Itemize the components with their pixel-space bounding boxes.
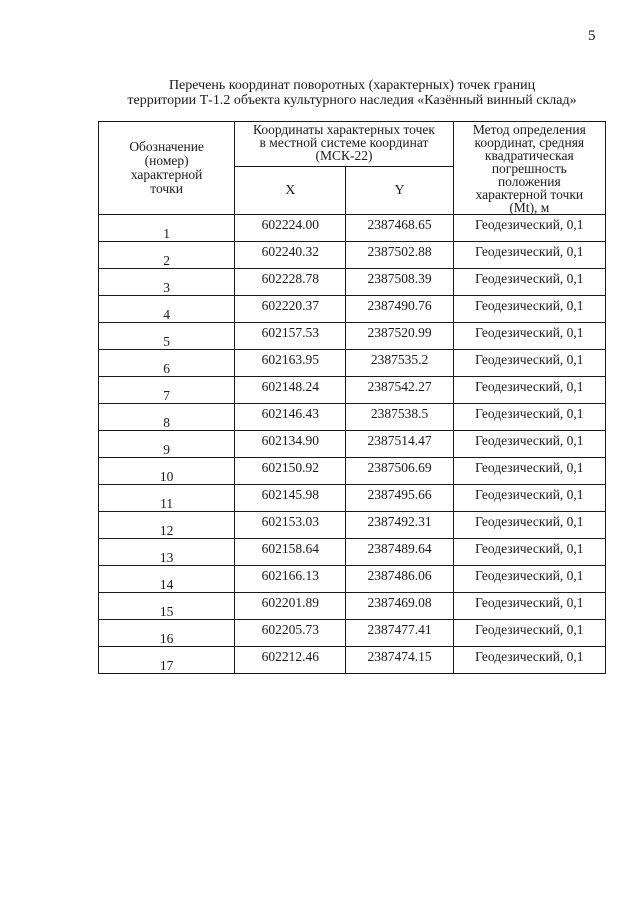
table-row (99, 458, 606, 485)
header-coordinates-line: (МСК-22) (315, 148, 373, 163)
title-line-1: Перечень координат поворотных (характерных) точек границ (168, 78, 536, 93)
x-coordinate-cell: 602146.43 (235, 404, 346, 431)
method-cell: Геодезический, 0,1 (453, 593, 605, 620)
x-coordinate-cell: 602228.78 (235, 269, 346, 296)
table-row (99, 431, 606, 458)
x-coordinate-cell: 602220.37 (235, 296, 346, 323)
table-row (99, 512, 606, 539)
y-coordinate-cell: 2387489.64 (346, 539, 453, 566)
y-coordinate-cell: 2387520.99 (346, 323, 453, 350)
method-cell: Геодезический, 0,1 (453, 566, 605, 593)
header-method-line: квадратическая (484, 148, 574, 163)
table-row (99, 485, 606, 512)
method-cell: Геодезический, 0,1 (453, 242, 605, 269)
table-row (99, 242, 606, 269)
method-cell: Геодезический, 0,1 (453, 512, 605, 539)
header-row (99, 122, 606, 167)
point-number-cell: 10 (99, 458, 235, 485)
method-cell: Геодезический, 0,1 (453, 404, 605, 431)
method-cell: Геодезический, 0,1 (453, 323, 605, 350)
x-coordinate-cell: 602224.00 (235, 215, 346, 242)
x-coordinate-cell: 602158.64 (235, 539, 346, 566)
method-cell: Геодезический, 0,1 (453, 269, 605, 296)
method-cell: Геодезический, 0,1 (453, 377, 605, 404)
y-coordinate-cell: 2387506.69 (346, 458, 453, 485)
x-coordinate-cell: 602145.98 (235, 485, 346, 512)
x-coordinate-cell: 602153.03 (235, 512, 346, 539)
x-coordinate-cell: 602163.95 (235, 350, 346, 377)
header-method-line: (Mt), м (509, 200, 550, 215)
table-row (99, 269, 606, 296)
point-number-cell: 3 (99, 269, 235, 296)
y-coordinate-cell: 2387469.08 (346, 593, 453, 620)
point-number-cell: 1 (99, 215, 235, 242)
y-coordinate-cell: 2387490.76 (346, 296, 453, 323)
header-designation-line: (номер) (144, 153, 189, 168)
method-cell: Геодезический, 0,1 (453, 647, 605, 674)
x-coordinate-cell: 602148.24 (235, 377, 346, 404)
header-method (453, 122, 605, 215)
point-number-cell: 7 (99, 377, 235, 404)
method-cell: Геодезический, 0,1 (453, 215, 605, 242)
y-coordinate-cell: 2387502.88 (346, 242, 453, 269)
header-x: X (235, 167, 346, 215)
header-coordinates-line: Координаты характерных точек (253, 122, 435, 137)
point-number-cell: 15 (99, 593, 235, 620)
method-cell: Геодезический, 0,1 (453, 350, 605, 377)
point-number-cell: 11 (99, 485, 235, 512)
point-number-cell: 14 (99, 566, 235, 593)
x-coordinate-cell: 602134.90 (235, 431, 346, 458)
y-coordinate-cell: 2387468.65 (346, 215, 453, 242)
x-coordinate-cell: 602205.73 (235, 620, 346, 647)
table-row (99, 539, 606, 566)
header-method-line: Метод определения (472, 122, 586, 137)
header-coordinates (235, 122, 453, 167)
method-cell: Геодезический, 0,1 (453, 539, 605, 566)
table-row (99, 296, 606, 323)
table-row (99, 350, 606, 377)
y-coordinate-cell: 2387538.5 (346, 404, 453, 431)
point-number-cell: 17 (99, 647, 235, 674)
coordinates-table (98, 121, 606, 674)
header-method-line: погрешность (491, 161, 567, 176)
point-number-cell: 13 (99, 539, 235, 566)
method-cell: Геодезический, 0,1 (453, 620, 605, 647)
method-cell: Геодезический, 0,1 (453, 296, 605, 323)
point-number-cell: 2 (99, 242, 235, 269)
y-coordinate-cell: 2387495.66 (346, 485, 453, 512)
table-row (99, 593, 606, 620)
header-method-line: координат, средняя (474, 135, 585, 150)
header-coordinates-line: в местной системе координат (259, 135, 429, 150)
point-number-cell: 6 (99, 350, 235, 377)
x-coordinate-cell: 602166.13 (235, 566, 346, 593)
y-coordinate-cell: 2387542.27 (346, 377, 453, 404)
table-row (99, 323, 606, 350)
header-designation (99, 122, 235, 215)
x-coordinate-cell: 602150.92 (235, 458, 346, 485)
y-coordinate-cell: 2387508.39 (346, 269, 453, 296)
title-line-2: территории Т-1.2 объекта культурного наследия «Казённый винный склад» (127, 93, 577, 108)
method-cell: Геодезический, 0,1 (453, 458, 605, 485)
page-number: 5 (588, 28, 596, 44)
y-coordinate-cell: 2387474.15 (346, 647, 453, 674)
method-cell: Геодезический, 0,1 (453, 485, 605, 512)
point-number-cell: 4 (99, 296, 235, 323)
header-method-line: характерной точки (475, 187, 584, 202)
header-designation-line: точки (150, 181, 183, 196)
header-designation-line: Обозначение (129, 139, 204, 154)
y-coordinate-cell: 2387514.47 (346, 431, 453, 458)
header-method-line: положения (497, 174, 561, 189)
table-body (99, 215, 606, 674)
document-title (98, 78, 606, 108)
table-row (99, 647, 606, 674)
y-coordinate-cell: 2387492.31 (346, 512, 453, 539)
point-number-cell: 9 (99, 431, 235, 458)
point-number-cell: 8 (99, 404, 235, 431)
method-cell: Геодезический, 0,1 (453, 431, 605, 458)
y-coordinate-cell: 2387535.2 (346, 350, 453, 377)
x-coordinate-cell: 602212.46 (235, 647, 346, 674)
point-number-cell: 5 (99, 323, 235, 350)
header-y: Y (346, 167, 453, 215)
table-row (99, 620, 606, 647)
x-coordinate-cell: 602201.89 (235, 593, 346, 620)
x-coordinate-cell: 602157.53 (235, 323, 346, 350)
table-row (99, 377, 606, 404)
table-row (99, 215, 606, 242)
table-row (99, 404, 606, 431)
x-coordinate-cell: 602240.32 (235, 242, 346, 269)
point-number-cell: 12 (99, 512, 235, 539)
point-number-cell: 16 (99, 620, 235, 647)
header-designation-line: характерной (130, 167, 203, 182)
table-row (99, 566, 606, 593)
y-coordinate-cell: 2387486.06 (346, 566, 453, 593)
y-coordinate-cell: 2387477.41 (346, 620, 453, 647)
